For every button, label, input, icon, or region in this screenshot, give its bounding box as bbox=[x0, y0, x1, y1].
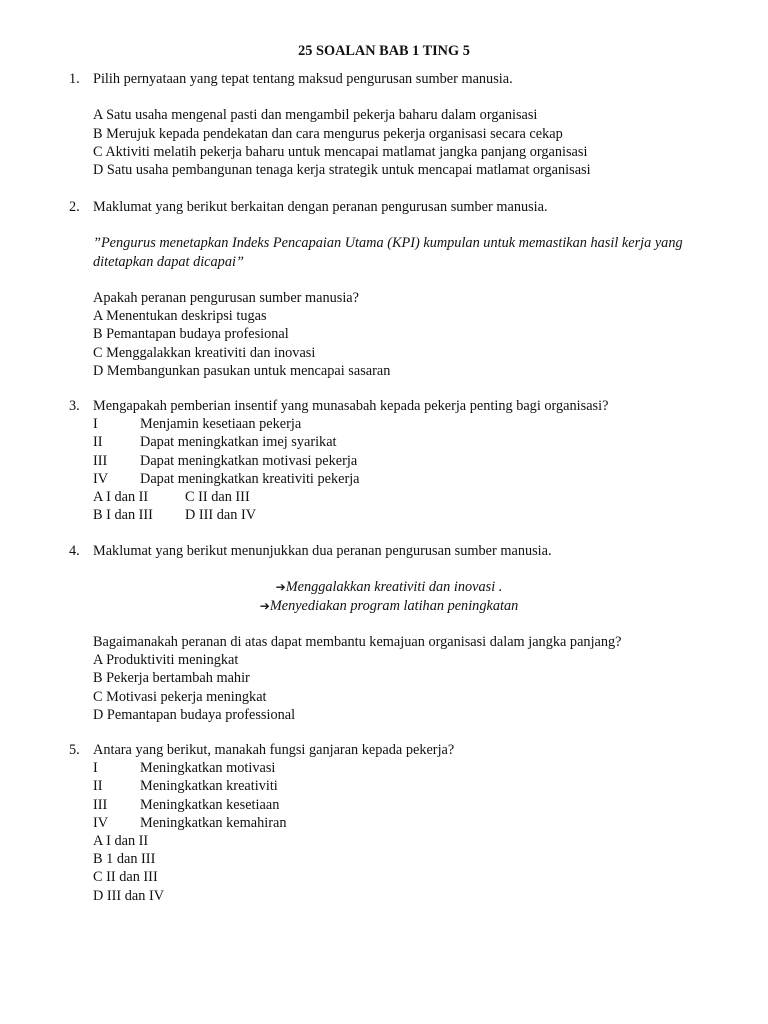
role-point-text: Menyediakan program latihan peningkatan bbox=[269, 597, 519, 614]
statement-row bbox=[93, 814, 709, 832]
statement-roman: IV bbox=[93, 470, 109, 487]
question-5 bbox=[69, 741, 709, 905]
question-2 bbox=[69, 198, 709, 380]
option-row bbox=[93, 506, 709, 524]
question-number: 1. bbox=[69, 71, 80, 87]
document-title: 25 SOALAN BAB 1 TING 5 bbox=[298, 43, 470, 59]
statement-roman: II bbox=[93, 778, 103, 795]
statement-roman: IV bbox=[93, 814, 109, 831]
option-a: A Produktiviti meningkat bbox=[93, 652, 239, 669]
option-d: D III dan IV bbox=[185, 507, 257, 524]
statement-text: Menjamin kesetiaan pekerja bbox=[140, 416, 302, 433]
option-c: C Menggalakkan kreativiti dan inovasi bbox=[93, 344, 316, 361]
question-text: Bagaimanakah peranan di atas dapat membantu kemajuan organisasi dalam jangka panjang? bbox=[93, 633, 622, 650]
arrow-icon: ➔ bbox=[275, 580, 286, 595]
question-number: 2. bbox=[69, 199, 80, 215]
question-intro: Maklumat yang berikut menunjukkan dua peranan pengurusan sumber manusia. bbox=[93, 543, 552, 559]
option-d: D Membangunkan pasukan untuk mencapai sasaran bbox=[93, 362, 391, 379]
question-text: Mengapakah pemberian insentif yang munasabah kepada pekerja penting bagi organisasi? bbox=[93, 398, 609, 414]
role-point bbox=[69, 597, 709, 615]
statement-row bbox=[93, 796, 709, 814]
option-a: A Menentukan deskripsi tugas bbox=[93, 308, 267, 325]
question-number: 3. bbox=[69, 398, 80, 414]
option-b: B I dan III bbox=[93, 507, 153, 524]
role-points bbox=[69, 578, 709, 614]
question-text: Pilih pernyataan yang tepat tentang maksud pengurusan sumber manusia. bbox=[93, 71, 513, 87]
option-c: C II dan III bbox=[185, 489, 250, 506]
question-text: Apakah peranan pengurusan sumber manusia? bbox=[93, 289, 359, 306]
statement-text: Meningkatkan kemahiran bbox=[140, 814, 287, 831]
option-a: A I dan II bbox=[93, 489, 149, 506]
statement-roman: II bbox=[93, 434, 103, 451]
option-c: C Motivasi pekerja meningkat bbox=[93, 688, 267, 705]
option-b: B Pemantapan budaya profesional bbox=[93, 326, 289, 343]
statement-text: Dapat meningkatkan motivasi pekerja bbox=[140, 452, 358, 469]
statement-text: Meningkatkan kreativiti bbox=[140, 778, 278, 795]
statement-row bbox=[93, 433, 709, 451]
statement-row bbox=[93, 470, 709, 488]
option-d: D Pemantapan budaya professional bbox=[93, 706, 296, 723]
option-d: D Satu usaha pembangunan tenaga kerja strategik untuk mencapai matlamat organisasi bbox=[93, 162, 591, 178]
statement-row bbox=[93, 415, 709, 433]
statement-text: Dapat meningkatkan kreativiti pekerja bbox=[140, 470, 360, 487]
question-intro: Maklumat yang berikut berkaitan dengan peranan pengurusan sumber manusia. bbox=[93, 199, 548, 215]
arrow-icon: ➔ bbox=[259, 598, 270, 613]
question-3 bbox=[69, 397, 709, 524]
statement-roman: I bbox=[93, 416, 98, 433]
option-b: B Pekerja bertambah mahir bbox=[93, 670, 250, 687]
statement-text: Dapat meningkatkan imej syarikat bbox=[140, 434, 337, 451]
role-point bbox=[69, 578, 709, 596]
statement-roman: I bbox=[93, 760, 98, 777]
question-text: Antara yang berikut, manakah fungsi ganjaran kepada pekerja? bbox=[93, 742, 455, 758]
statement-row bbox=[93, 759, 709, 777]
role-point-text: Menggalakkan kreativiti dan inovasi . bbox=[285, 579, 503, 596]
option-a: A I dan II bbox=[93, 833, 149, 850]
option-a: A Satu usaha mengenal pasti dan mengambil pekerja baharu dalam organisasi bbox=[93, 107, 538, 124]
statement-row bbox=[93, 777, 709, 795]
statement-text: Meningkatkan kesetiaan bbox=[140, 796, 280, 813]
statement-text: Meningkatkan motivasi bbox=[140, 760, 276, 777]
statement-roman: III bbox=[93, 452, 108, 469]
option-b: B 1 dan III bbox=[93, 851, 156, 868]
option-c: C Aktiviti melatih pekerja baharu untuk mencapai matlamat jangka panjang organisasi bbox=[93, 143, 588, 160]
statement-roman: III bbox=[93, 796, 108, 813]
option-b: B Merujuk kepada pendekatan dan cara mengurus pekerja organisasi secara cekap bbox=[93, 125, 563, 142]
question-number: 4. bbox=[69, 543, 80, 559]
option-row bbox=[93, 488, 709, 506]
option-c: C II dan III bbox=[93, 869, 158, 886]
question-4 bbox=[69, 542, 709, 724]
option-d: D III dan IV bbox=[93, 887, 165, 904]
statement-row bbox=[93, 452, 709, 470]
question-number: 5. bbox=[69, 742, 80, 758]
question-1 bbox=[69, 70, 709, 179]
quoted-statement: ”Pengurus menetapkan Indeks Pencapaian Utama (KPI) kumpulan untuk memastikan hasil kerja yang ditetapkan dapat dicapai” bbox=[93, 235, 683, 270]
